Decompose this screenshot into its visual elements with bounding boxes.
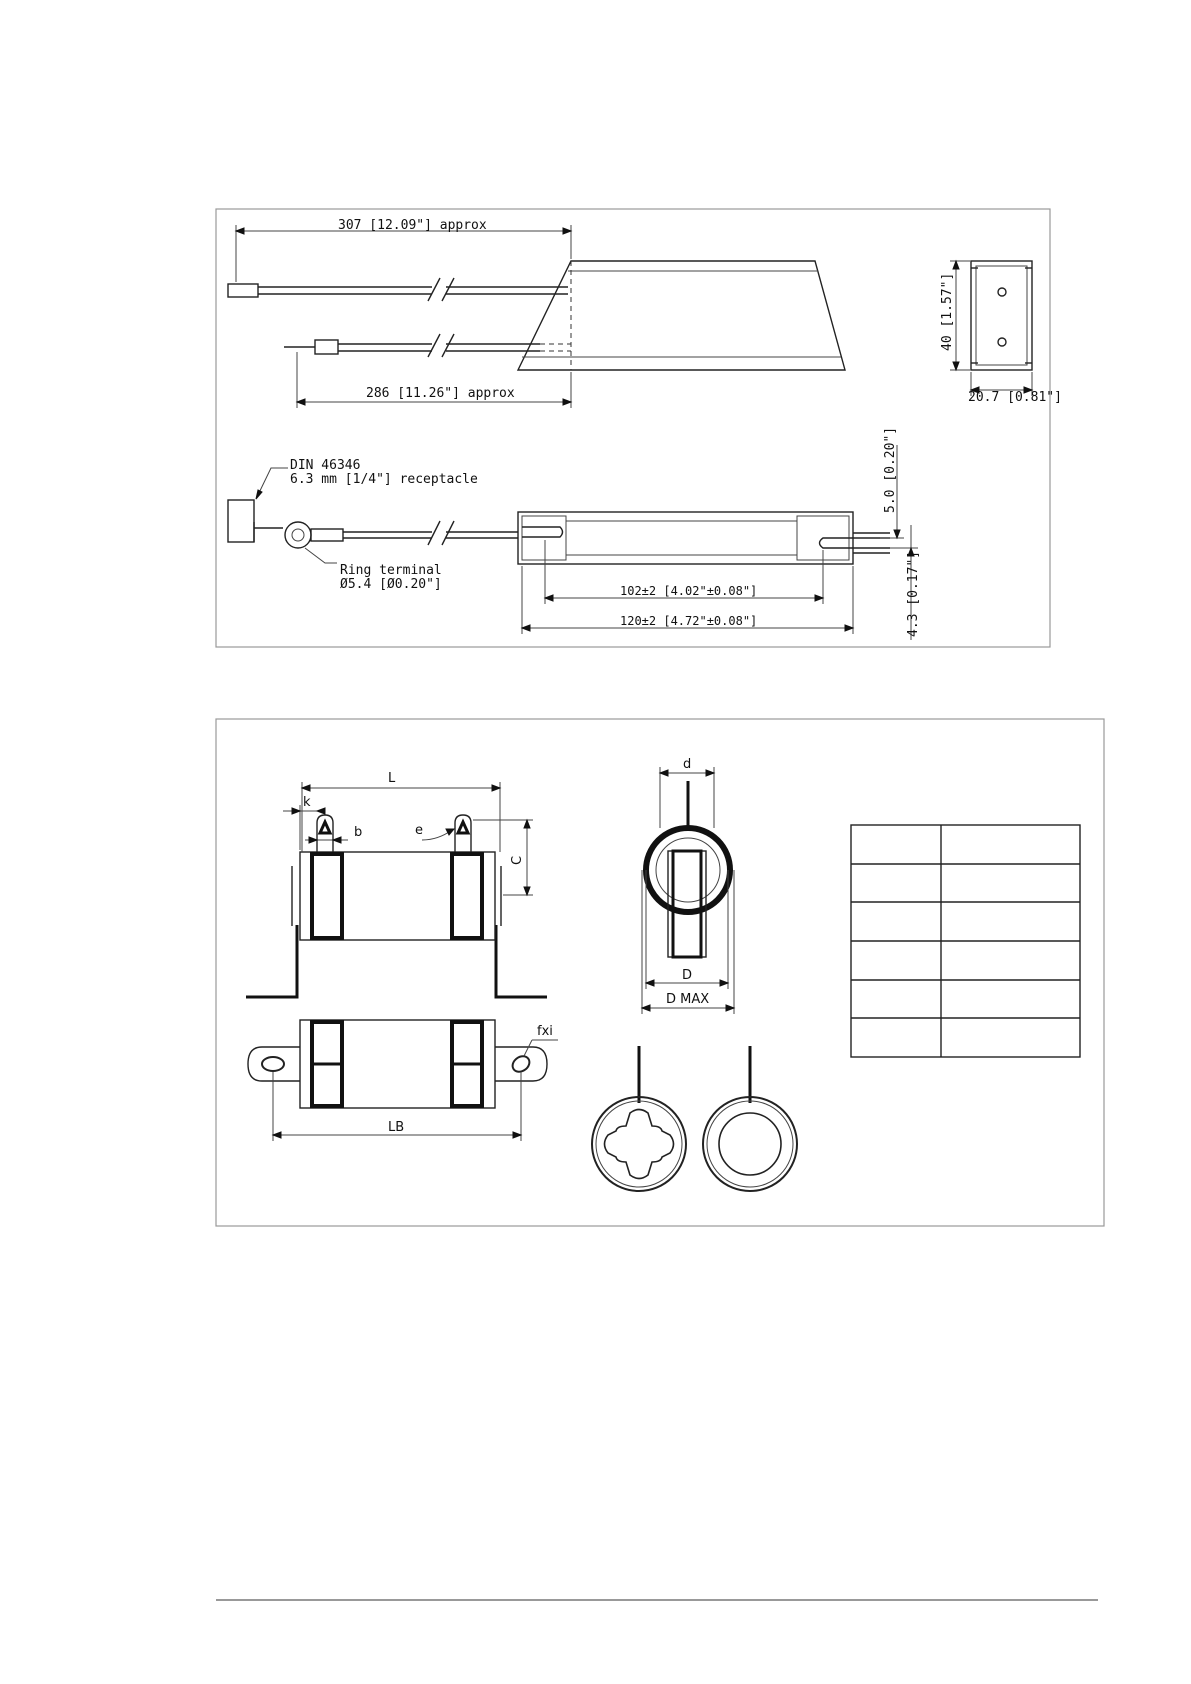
end-view xyxy=(940,261,1062,405)
label-fxi: fxi xyxy=(537,1024,553,1039)
dim-inner-length: 102±2 [4.02"±0.08"] xyxy=(620,584,758,598)
label-D-MAX: D MAX xyxy=(666,992,710,1007)
trapezoid-body xyxy=(518,261,845,370)
label-C: C xyxy=(510,855,525,865)
top-view xyxy=(228,427,921,640)
ring-terminal-sleeve xyxy=(315,340,338,354)
drawing-2-tubular-resistor xyxy=(216,719,1104,1226)
side-view xyxy=(228,218,845,408)
dim-overall-length: 120±2 [4.72"±0.08"] xyxy=(620,614,758,628)
cross-sections xyxy=(592,1046,797,1191)
top-view-tubular xyxy=(248,1020,558,1141)
tube-end-outer xyxy=(646,828,730,912)
label-L: L xyxy=(388,771,396,786)
lug-left xyxy=(248,1047,300,1081)
cross-section-round xyxy=(703,1097,797,1191)
drawing-1-aluminium-resistor xyxy=(216,209,1062,647)
dim-lead-short: 286 [11.26"] approx xyxy=(366,386,515,401)
note-receptacle: 6.3 mm [1/4"] receptacle xyxy=(290,472,478,487)
mounting-hole-bottom xyxy=(998,338,1006,346)
note-ring-diameter: Ø5.4 [Ø0.20"] xyxy=(340,577,442,592)
cross-section-star xyxy=(592,1097,686,1191)
label-d: d xyxy=(683,757,692,772)
receptacle-end xyxy=(228,284,258,297)
end-view-outline xyxy=(971,261,1032,370)
mounting-hole-top xyxy=(998,288,1006,296)
din-receptacle xyxy=(228,500,254,542)
label-k: k xyxy=(303,795,311,810)
label-D: D xyxy=(682,968,693,983)
ring-terminal xyxy=(285,522,311,548)
label-b: b xyxy=(354,825,363,840)
label-e: e xyxy=(415,823,423,838)
end-view-tubular xyxy=(642,757,734,1014)
body-top-view xyxy=(518,512,853,564)
dim-height: 40 [1.57"] xyxy=(940,272,955,351)
dimension-table xyxy=(851,825,1080,1057)
note-din: DIN 46346 xyxy=(290,458,361,473)
note-ring-terminal: Ring terminal xyxy=(340,563,442,578)
dim-lead-offset-bottom: 4.3 [0.17"] xyxy=(906,550,921,637)
dim-width: 20.7 [0.81"] xyxy=(968,390,1062,405)
dim-lead-offset-top: 5.0 [0.20"] xyxy=(883,426,898,513)
dim-lead-long: 307 [12.09"] approx xyxy=(338,218,487,233)
resistor-body-front xyxy=(300,852,495,940)
label-LB: LB xyxy=(388,1120,405,1135)
front-view xyxy=(246,771,547,997)
